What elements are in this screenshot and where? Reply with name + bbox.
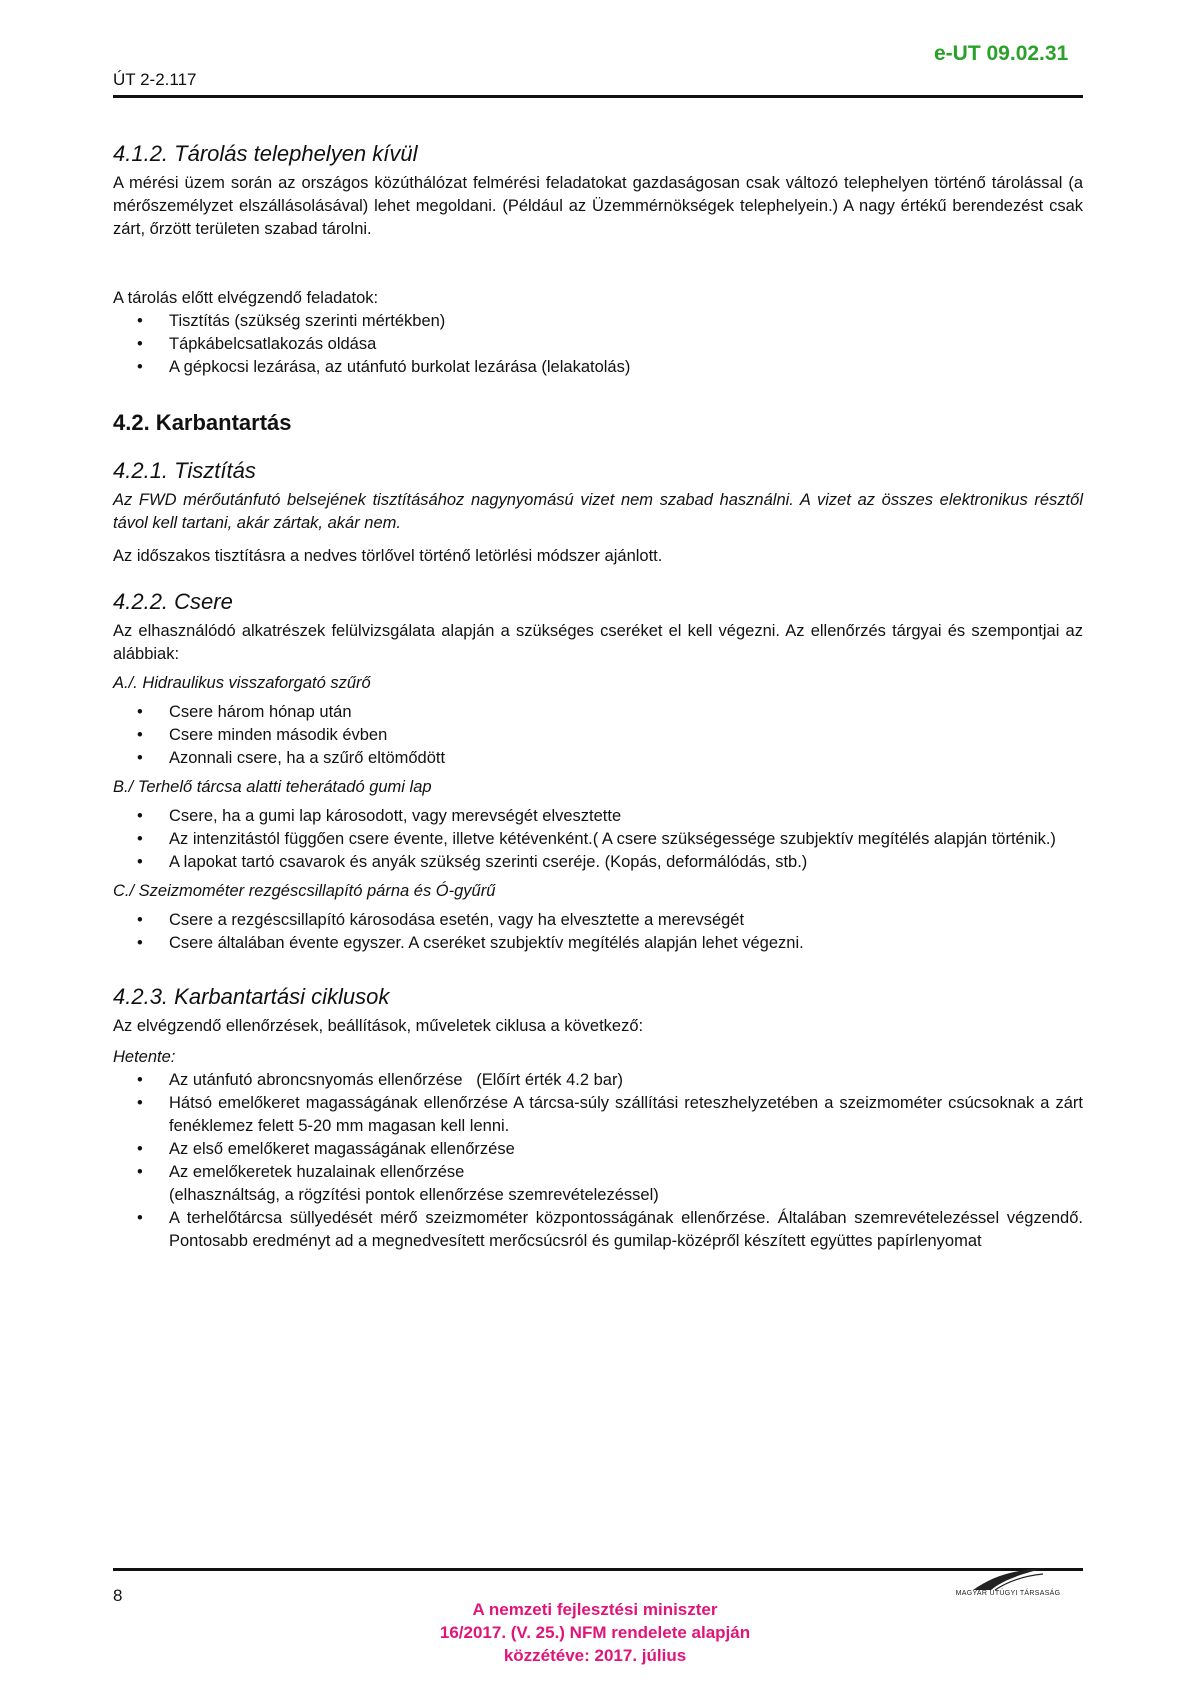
society-logo (933, 1566, 1083, 1606)
tasks-intro: A tárolás előtt elvégzendő feladatok: (113, 289, 379, 307)
heading-4-2-2: 4.2.2. Csere (113, 589, 233, 614)
subheading-b: B./ Terhelő tárcsa alatti teherátadó gumi lap (113, 778, 432, 796)
list-item: • Csere a rezgéscsillapító károsodása esetén, vagy ha elvesztette a merevségét (169, 909, 1083, 932)
publication-note (360, 1598, 830, 1667)
paragraph-storage: A mérési üzem során az országos közúthálózat felmérési feladatokat gazdaságosan csak változó telephelyen történő tárolással (a mérőszemélyzet elszállásolásával) lehet megoldani. (Például az Üzemmérnökségek telephelyein.) A nagy értékű berendezést csak zárt, őrzött területen szabad tárolni. (113, 174, 1083, 238)
replacement-intro: Az elhasználódó alkatrészek felülvizsgálata alapján a szükséges cseréket el kell végezni. Az ellenőrzés tárgyai és szempontjai az alábbiak: (113, 622, 1083, 663)
list-item: • Csere minden második évben (169, 724, 1083, 747)
standard-number: ÚT 2-2.117 (113, 70, 197, 89)
list-item: • A terhelőtárcsa süllyedését mérő szeizmométer központosságának ellenőrzése. Általában szemrevételezéssel végzendő. Pontosabb eredményt ad a megnedvesített merőcsúcsról és gumilap-középről készített együttes papírlenyomat (169, 1207, 1083, 1253)
list-item: • A lapokat tartó csavarok és anyák szükség szerinti cseréje. (Kopás, deformálódás, stb.) (169, 851, 1083, 874)
list-item: • Azonnali csere, ha a szűrő eltömődött (169, 747, 1083, 770)
page-number: 8 (113, 1586, 123, 1605)
publication-note-line: A nemzeti fejlesztési miniszter (472, 1600, 718, 1619)
list-item-note: (elhasználtság, a rögzítési pontok ellenőrzése szemrevételezéssel) (169, 1186, 659, 1204)
list-item: • Az első emelőkeret magasságának ellenőrzése (169, 1138, 1083, 1161)
weekly-label: Hetente: (113, 1048, 176, 1066)
list-item: • Az intenzitástól függően csere évente, illetve kétévenként.( A csere szükségessége szubjektív megítélés alapján történik.) (169, 828, 1083, 851)
document-body (113, 140, 1083, 1253)
subheading-a: A./. Hidraulikus visszaforgató szűrő (113, 674, 371, 692)
heading-4-1-2: 4.1.2. Tárolás telephelyen kívül (113, 141, 418, 166)
publication-note-line: közzétéve: 2017. július (503, 1646, 687, 1665)
list-item: • Hátsó emelőkeret magasságának ellenőrzése A tárcsa-súly szállítási reteszhelyzetében a szeizmométer csúcsoknak a zárt fenéklemez felett 5-20 mm magasan kell lenni. (169, 1092, 1083, 1138)
header-divider (113, 95, 1083, 98)
subheading-c: C./ Szeizmométer rezgéscsillapító párna és Ó-gyűrű (113, 882, 496, 900)
heading-4-2-1: 4.2.1. Tisztítás (113, 458, 256, 483)
list-item: • Csere három hónap után (169, 701, 1083, 724)
list-item: • Csere, ha a gumi lap károsodott, vagy merevségét elvesztette (169, 805, 1083, 828)
list-item: • Tápkábelcsatlakozás oldása (169, 333, 1083, 356)
cleaning-paragraph: Az időszakos tisztításra a nedves törlővel történő letörlési módszer ajánlott. (113, 547, 663, 565)
list-a (113, 701, 1083, 770)
logo-text: MAGYAR ÚTÜGYI TÁRSASÁG (955, 1590, 1061, 1597)
tasks-list (113, 310, 1083, 379)
list-item: • Tisztítás (szükség szerinti mértékben) (169, 310, 1083, 333)
list-item: • A gépkocsi lezárása, az utánfutó burkolat lezárása (lelakatolás) (169, 356, 1083, 379)
list-item: • Az utánfutó abroncsnyomás ellenőrzése (Előírt érték 4.2 bar) (169, 1069, 1083, 1092)
weekly-list (113, 1069, 1083, 1253)
list-item (169, 1161, 1083, 1207)
publication-note-line: 16/2017. (V. 25.) NFM rendelete alapján (439, 1623, 751, 1642)
cycles-intro: Az elvégzendő ellenőrzések, beállítások, műveletek ciklusa a következő: (113, 1017, 644, 1035)
list-b (113, 805, 1083, 874)
document-code: e-UT 09.02.31 (934, 42, 1069, 65)
heading-4-2: 4.2. Karbantartás (113, 410, 292, 435)
road-swoosh-icon (933, 1566, 1083, 1592)
list-item-text: • Az emelőkeretek huzalainak ellenőrzése (169, 1163, 465, 1181)
list-item: • Csere általában évente egyszer. A cseréket szubjektív megítélés alapján lehet végezni. (169, 932, 1083, 955)
list-c (113, 909, 1083, 955)
cleaning-warning: Az FWD mérőutánfutó belsejének tisztításához nagynyomású vizet nem szabad használni. A vizet az összes elektronikus résztől távol kell tartani, akár zártak, akár nem. (113, 491, 1083, 532)
heading-4-2-3: 4.2.3. Karbantartási ciklusok (113, 984, 390, 1009)
